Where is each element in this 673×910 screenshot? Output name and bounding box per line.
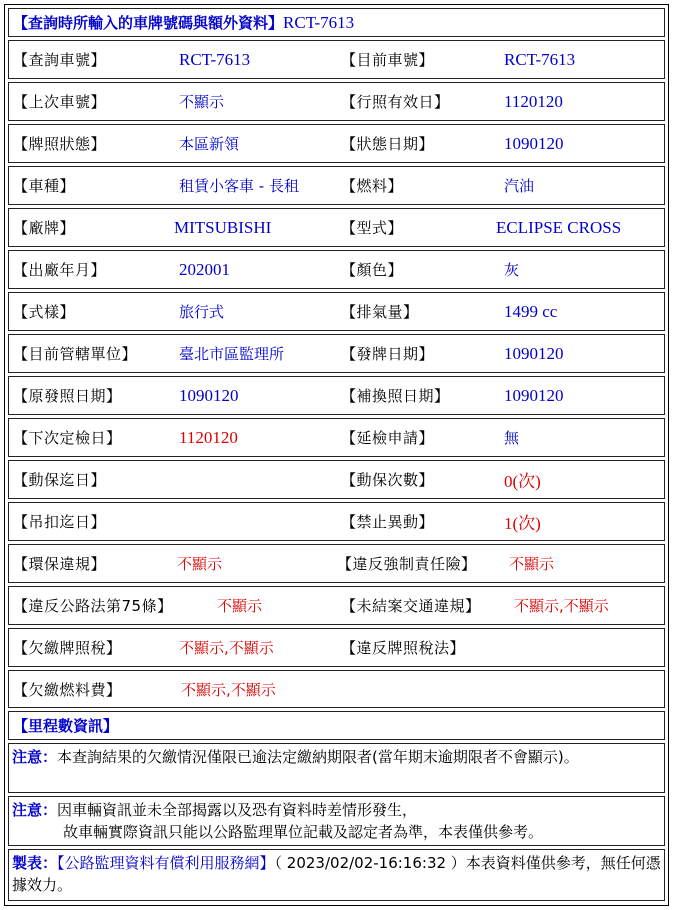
field-label: 【燃料】 <box>341 177 404 195</box>
field-label: 【式樣】 <box>13 303 76 321</box>
field-label: 【延檢申請】 <box>341 429 435 447</box>
note-2-text: 因車輛資訊並未全部揭露以及恐有資料時差情形發生， <box>57 801 418 819</box>
note-1-head: 注意： <box>12 748 58 766</box>
footer-note <box>8 849 665 901</box>
field-value: 臺北市區監理所 <box>179 345 285 363</box>
footer-head: 製表： <box>12 854 58 872</box>
field-label: 【廠牌】 <box>13 219 76 237</box>
field-value: 無 <box>504 429 520 447</box>
field-label: 【牌照狀態】 <box>13 135 107 153</box>
note-1 <box>8 743 665 793</box>
field-label: 【禁止異動】 <box>341 513 435 531</box>
field-label: 【欠繳牌照稅】 <box>13 639 122 657</box>
data-row <box>8 586 665 625</box>
field-label: 【上次車號】 <box>13 93 107 111</box>
field-value: RCT-7613 <box>179 49 251 69</box>
data-row <box>8 82 665 121</box>
field-value: 灰 <box>504 261 520 279</box>
field-label: 【環保違規】 <box>13 555 107 573</box>
data-row <box>8 334 665 373</box>
field-label: 【行照有效日】 <box>341 93 450 111</box>
header-title <box>13 9 354 36</box>
field-value: 不顯示 <box>509 555 555 573</box>
data-row <box>8 628 665 667</box>
data-row <box>8 166 665 205</box>
data-row <box>8 544 665 583</box>
data-row <box>8 292 665 331</box>
field-value: 不顯示,不顯示 <box>179 639 274 657</box>
mileage-section <box>8 711 665 740</box>
field-label: 【違反牌照稅法】 <box>341 639 466 657</box>
data-row <box>8 376 665 415</box>
mileage-title: 【里程數資訊】 <box>13 717 119 735</box>
field-label: 【型式】 <box>341 219 404 237</box>
field-value: 1120120 <box>504 91 563 111</box>
data-row <box>8 418 665 457</box>
footer-text: （ 2023/02/02-16:16:32 ）本表資料僅供參考，無任何憑據效力。 <box>12 854 661 894</box>
field-label: 【狀態日期】 <box>341 135 435 153</box>
field-label: 【欠繳燃料費】 <box>13 680 122 699</box>
field-label: 【顏色】 <box>341 261 404 279</box>
data-row <box>8 124 665 163</box>
field-label: 【出廠年月】 <box>13 261 107 279</box>
field-label: 【下次定檢日】 <box>13 429 122 447</box>
field-label: 【車種】 <box>13 177 76 195</box>
field-value: 1090120 <box>504 133 564 153</box>
field-label: 【排氣量】 <box>341 303 419 321</box>
field-label: 【動保迄日】 <box>13 471 107 489</box>
data-row <box>8 40 665 79</box>
note-1-text: 本查詢結果的欠繳情況僅限已逾法定繳納期限者(當年期末逾期限者不會顯示)。 <box>57 748 579 766</box>
field-label: 【目前管轄單位】 <box>13 345 138 363</box>
field-label: 【發牌日期】 <box>341 345 435 363</box>
note-2-text-line2: 故車輛實際資訊只能以公路監理單位記載及認定者為準，本表僅供參考。 <box>63 823 544 841</box>
field-value: 1090120 <box>504 343 564 363</box>
query-header <box>8 8 665 37</box>
field-label: 【補換照日期】 <box>341 387 450 405</box>
note-2-head: 注意： <box>12 801 58 819</box>
field-label: 【目前車號】 <box>341 51 435 69</box>
field-value: ECLIPSE CROSS <box>496 217 622 237</box>
field-label: 【未結案交通違規】 <box>341 597 481 615</box>
data-row <box>8 670 665 708</box>
note-2 <box>8 796 665 846</box>
field-label: 【動保次數】 <box>341 471 435 489</box>
field-value: 不顯示 <box>179 93 225 111</box>
field-label: 【原發照日期】 <box>13 387 122 405</box>
field-value: 本區新領 <box>179 135 240 153</box>
field-value: RCT-7613 <box>504 49 576 69</box>
field-value: 旅行式 <box>179 303 225 321</box>
field-value: 1120120 <box>179 427 238 447</box>
field-value: MITSUBISHI <box>174 217 272 237</box>
data-row <box>8 208 665 247</box>
field-value: 1090120 <box>179 385 239 405</box>
data-row <box>8 250 665 289</box>
field-label: 【吊扣迄日】 <box>13 513 107 531</box>
header-plate: RCT-7613 <box>283 12 355 32</box>
field-value: 1499 cc <box>504 301 558 321</box>
field-value: 租賃小客車 - 長租 <box>179 177 299 195</box>
header-label: 【查詢時所輸入的車牌號碼與額外資料】 <box>13 14 284 32</box>
field-value: 1090120 <box>504 385 564 405</box>
field-label: 【違反公路法第75條】 <box>13 597 173 615</box>
field-value: 202001 <box>179 259 230 279</box>
field-value: 0(次) <box>504 472 541 491</box>
field-value: 汽油 <box>504 177 535 195</box>
field-value: 不顯示 <box>177 555 223 573</box>
field-value: 1(次) <box>504 514 541 533</box>
field-value: 不顯示,不顯示 <box>514 597 609 615</box>
field-value: 不顯示 <box>217 597 263 615</box>
data-row <box>8 460 665 499</box>
data-row <box>8 502 665 541</box>
field-value: 不顯示,不顯示 <box>181 680 276 699</box>
field-label: 【查詢車號】 <box>13 51 107 69</box>
footer-source-link[interactable]: 【公路監理資料有償利用服務網】 <box>57 854 275 872</box>
field-label: 【違反強制責任險】 <box>337 555 477 573</box>
